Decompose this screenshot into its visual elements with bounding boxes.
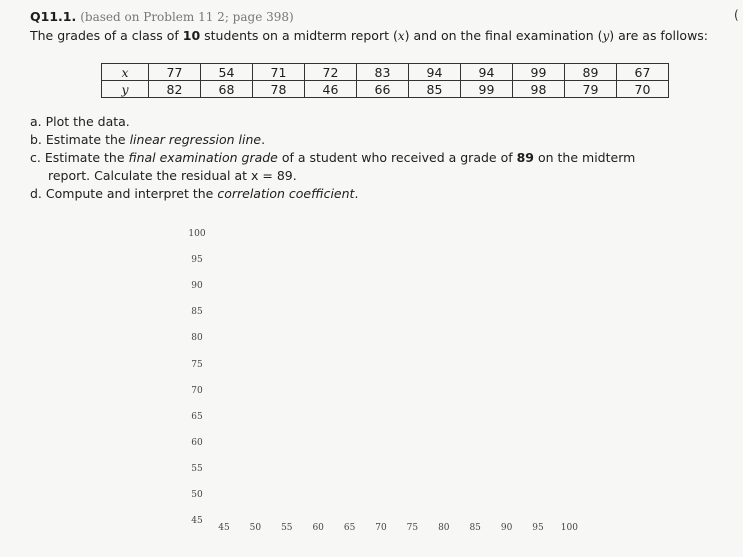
x-axis-tick-label: 50 bbox=[249, 523, 262, 533]
x-axis-tick-label: 45 bbox=[218, 523, 230, 533]
x-value-cell: 83 bbox=[357, 64, 409, 81]
part-b bbox=[30, 131, 635, 149]
x-axis-tick-label: 100 bbox=[560, 523, 578, 533]
x-axis-tick-label: 70 bbox=[375, 523, 387, 533]
x-value-cell: 71 bbox=[253, 64, 305, 81]
y-value-cell: 85 bbox=[409, 81, 461, 98]
x-value-cell: 89 bbox=[565, 64, 617, 81]
question-number: Q11.1. bbox=[30, 9, 77, 24]
x-row-label: x bbox=[102, 64, 149, 81]
y-axis-tick-label: 55 bbox=[191, 463, 203, 474]
part-d-end: . bbox=[354, 186, 359, 201]
y-axis-tick-label: 65 bbox=[191, 411, 203, 422]
x-value-cell: 94 bbox=[461, 64, 513, 81]
intro-text-3: ) and on the final examination ( bbox=[404, 28, 603, 43]
part-c-mid: of a student who received a grade of bbox=[277, 150, 517, 165]
part-d-prefix: d. bbox=[30, 186, 46, 201]
question-source: (based on Problem 11 2; page 398) bbox=[80, 10, 294, 24]
part-b-prefix: b. bbox=[30, 132, 46, 147]
x-axis-tick-label: 65 bbox=[343, 523, 356, 533]
y-axis-tick-label: 80 bbox=[191, 333, 203, 344]
intro-text-4: ) are as follows: bbox=[609, 28, 709, 43]
x-axis-tick-label: 75 bbox=[406, 523, 419, 533]
question-parts bbox=[30, 113, 635, 203]
x-value-cell: 72 bbox=[305, 64, 357, 81]
corner-mark: ( bbox=[734, 8, 739, 22]
x-value-cell: 54 bbox=[201, 64, 253, 81]
y-axis-tick-label: 70 bbox=[191, 385, 203, 396]
y-value-cell: 99 bbox=[461, 81, 513, 98]
part-a-text: Plot the data. bbox=[45, 114, 130, 129]
x-axis-tick-label: 80 bbox=[438, 523, 450, 533]
part-c-prefix: c. bbox=[30, 150, 45, 165]
y-value-cell: 98 bbox=[513, 81, 565, 98]
part-a bbox=[30, 113, 635, 131]
y-axis-tick-label: 95 bbox=[191, 255, 203, 266]
x-axis-tick-label: 95 bbox=[532, 523, 544, 533]
question-header bbox=[30, 9, 294, 24]
y-row-label: y bbox=[102, 81, 149, 98]
part-b-text: Estimate the bbox=[45, 132, 130, 147]
x-value-cell: 99 bbox=[513, 64, 565, 81]
y-variable: y bbox=[602, 29, 610, 43]
part-d-text: Compute and interpret the bbox=[45, 186, 218, 201]
y-axis-tick-label: 75 bbox=[191, 359, 203, 370]
student-count: 10 bbox=[182, 28, 201, 43]
x-axis-tick-label: 60 bbox=[312, 523, 324, 533]
x-axis-tick-label: 90 bbox=[500, 523, 513, 533]
x-row bbox=[102, 64, 669, 81]
x-axis-tick-label: 55 bbox=[281, 523, 293, 533]
y-value-cell: 66 bbox=[357, 81, 409, 98]
part-c-emph: final examination grade bbox=[128, 150, 278, 165]
part-d bbox=[30, 185, 635, 203]
y-value-cell: 46 bbox=[305, 81, 357, 98]
intro-text-2: students on a midterm report ( bbox=[200, 28, 398, 43]
y-axis-tick-label: 60 bbox=[191, 437, 203, 448]
grades-table bbox=[101, 63, 669, 98]
part-c-text: Estimate the bbox=[44, 150, 129, 165]
part-b-emph: linear regression line bbox=[129, 132, 262, 147]
y-axis-tick-label: 50 bbox=[191, 490, 203, 500]
y-value-cell: 70 bbox=[617, 81, 669, 98]
y-axis-tick-label: 85 bbox=[191, 307, 203, 318]
part-a-prefix: a. bbox=[30, 114, 46, 129]
y-value-cell: 79 bbox=[565, 81, 617, 98]
part-c bbox=[30, 149, 635, 167]
part-c-line2: report. Calculate the residual at x = 89. bbox=[48, 168, 297, 183]
x-value-cell: 77 bbox=[149, 64, 201, 81]
part-d-emph: correlation coefficient bbox=[217, 186, 355, 201]
y-value-cell: 68 bbox=[201, 81, 253, 98]
part-b-end: . bbox=[261, 132, 266, 147]
part-c-end: on the midterm bbox=[534, 150, 636, 165]
y-axis-tick-label: 45 bbox=[191, 516, 203, 527]
question-intro bbox=[30, 27, 735, 45]
y-axis-tick-label: 100 bbox=[188, 229, 206, 239]
x-variable: x bbox=[397, 29, 405, 43]
x-axis-tick-label: 85 bbox=[469, 523, 481, 533]
y-row bbox=[102, 81, 669, 98]
y-value-cell: 82 bbox=[149, 81, 201, 98]
part-c-grade: 89 bbox=[516, 150, 535, 165]
x-value-cell: 67 bbox=[617, 64, 669, 81]
y-axis-tick-label: 90 bbox=[191, 281, 203, 292]
x-value-cell: 94 bbox=[409, 64, 461, 81]
y-value-cell: 78 bbox=[253, 81, 305, 98]
intro-text-1: The grades of a class of bbox=[30, 28, 183, 43]
